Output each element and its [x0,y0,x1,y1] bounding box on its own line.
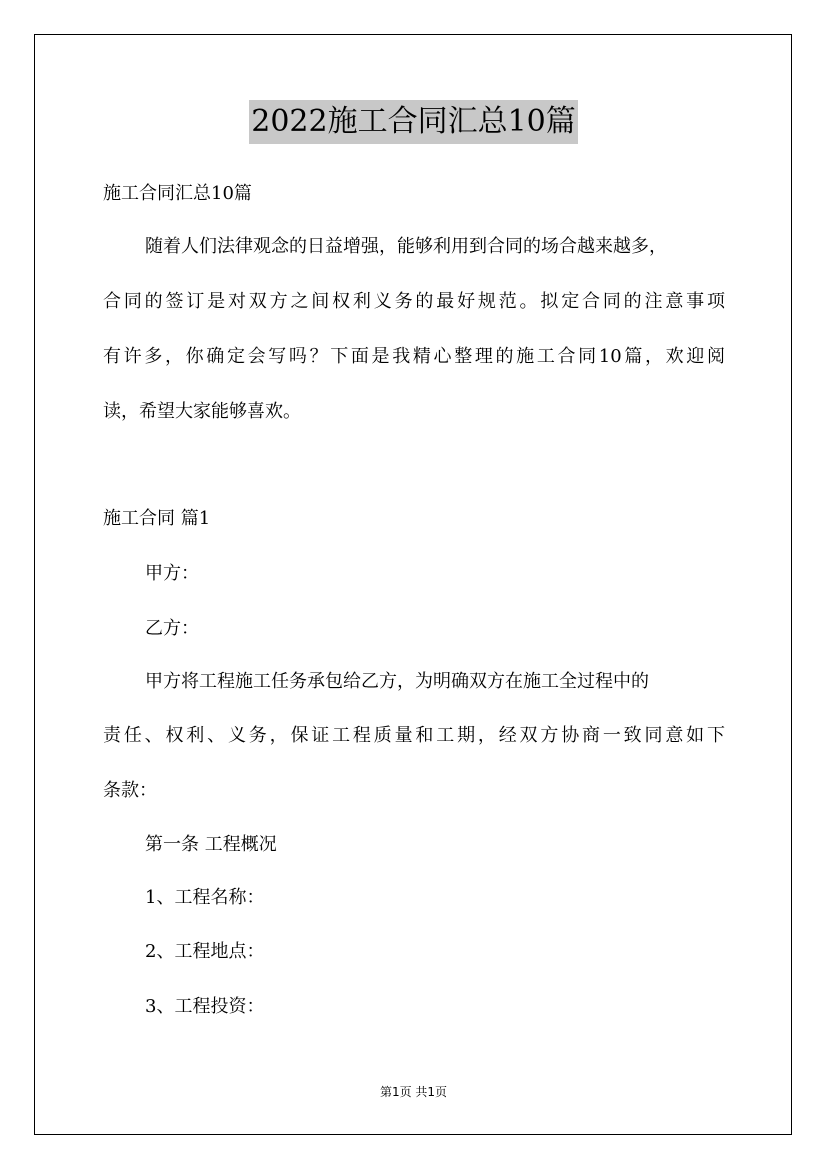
party-b-label: 乙方： [145,618,199,639]
list-item: 3、工程投资： [145,996,265,1017]
article-heading: 第一条 工程概况 [145,834,277,855]
document-subtitle: 施工合同汇总10篇 [103,183,252,204]
intro-line-2: 合同的签订是对双方之间权利义务的最好规范。拟定合同的注意事项 [103,291,725,312]
document-title: 2022施工合同汇总10篇 [249,100,578,144]
clause-line-1: 甲方将工程施工任务承包给乙方，为明确双方在施工全过程中的 [145,671,649,692]
party-a-label: 甲方： [145,563,199,584]
clause-line-2: 责任、权利、义务，保证工程质量和工期，经双方协商一致同意如下 [103,725,725,746]
intro-line-4: 读，希望大家能够喜欢。 [103,401,301,422]
list-item: 1、工程名称： [145,887,265,908]
title-container [0,100,827,144]
intro-line-1: 随着人们法律观念的日益增强，能够利用到合同的场合越来越多， [145,236,667,257]
section-heading: 施工合同 篇1 [103,508,211,529]
clause-line-3: 条款： [103,780,157,801]
list-item: 2、工程地点： [145,941,265,962]
intro-line-3: 有许多，你确定会写吗？下面是我精心整理的施工合同10篇，欢迎阅 [103,346,725,367]
page-footer: 第1页 共1页 [379,1085,448,1099]
